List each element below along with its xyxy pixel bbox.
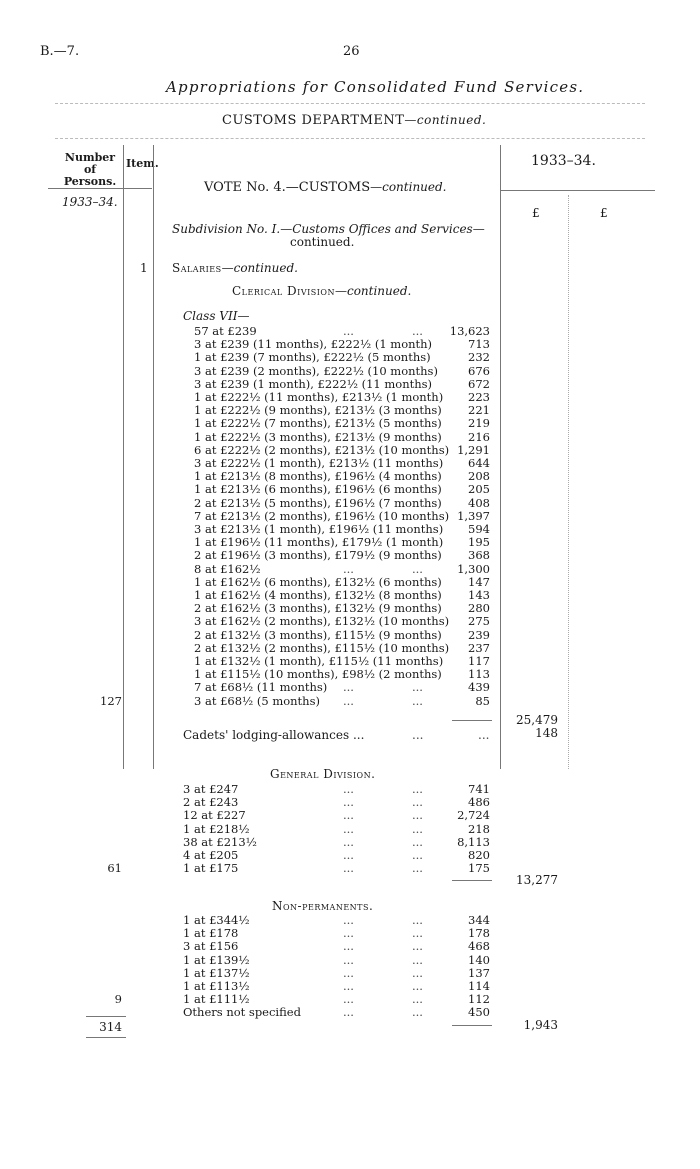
row-amount: 175	[468, 861, 490, 876]
row-description: 1 at £213½ (6 months), £196½ (6 months)	[194, 482, 442, 497]
leader-dots: ...	[343, 693, 354, 708]
row-amount: 450	[468, 1005, 490, 1020]
row-amount: 439	[468, 680, 490, 695]
row-description: 1 at £175	[183, 861, 239, 876]
row-amount: 140	[468, 952, 490, 967]
leader-dots: ...	[412, 861, 423, 876]
table-row	[0, 588, 700, 601]
leader-dots: ...	[343, 324, 354, 338]
table-row	[0, 535, 700, 548]
row-persons: 127	[100, 693, 122, 708]
row-amount: 114	[468, 979, 490, 993]
leader-dots: ...	[343, 965, 354, 980]
row-amount: 820	[468, 848, 490, 862]
table-row	[0, 939, 700, 952]
page-number: 26	[343, 44, 360, 59]
leader-dots: ...	[412, 693, 423, 708]
salaries-label: Salaries	[172, 261, 222, 275]
row-amount: 2,724	[457, 808, 490, 823]
row-description: 1 at £239 (7 months), £222½ (5 months)	[194, 350, 431, 365]
row-amount: 741	[468, 782, 490, 796]
row-description: 1 at £132½ (1 month), £115½ (11 months)	[194, 654, 444, 668]
row-amount: 117	[468, 654, 490, 668]
table-row	[0, 680, 700, 693]
row-amount: 344	[468, 913, 490, 927]
table-row	[0, 966, 700, 979]
clerical-continued: —continued.	[334, 284, 412, 298]
row-description: 1 at £222½ (11 months), £213½ (1 month)	[194, 390, 444, 404]
clerical-total: 25,479	[516, 713, 558, 727]
leader-dots: ...	[412, 728, 424, 742]
table-row	[0, 562, 700, 575]
leader-dots: ...	[343, 782, 354, 796]
clerical-heading	[232, 284, 411, 298]
total-rule	[86, 1037, 126, 1038]
table-row	[0, 614, 700, 627]
general-total: 13,277	[516, 873, 558, 887]
table-row	[0, 926, 700, 939]
table-row	[0, 835, 700, 848]
table-row	[0, 403, 700, 416]
leader-dots: ...	[412, 680, 423, 695]
row-description: 2 at £196½ (3 months), £179½ (9 months)	[194, 548, 442, 563]
page-reference: B.—7.	[40, 44, 80, 59]
cadets-amount: 148	[535, 726, 558, 740]
leader-dots: ...	[412, 926, 423, 941]
row-amount: 408	[468, 495, 490, 510]
table-row	[0, 337, 700, 350]
leader-dots: ...	[412, 952, 423, 967]
subtotal-rule	[452, 1025, 492, 1026]
leader-dots: ...	[343, 979, 354, 993]
department-name: CUSTOMS DEPARTMENT	[222, 113, 405, 128]
table-row	[0, 443, 700, 456]
row-amount: 113	[468, 667, 490, 682]
divider	[55, 138, 645, 139]
col-header-item: Item.	[126, 157, 159, 170]
row-amount: 1,397	[457, 508, 490, 523]
row-amount: 85	[475, 693, 490, 708]
row-description: 8 at £162½	[194, 561, 261, 576]
leader-dots: ...	[412, 965, 423, 980]
table-row	[0, 782, 700, 795]
row-description: 1 at £162½ (4 months), £132½ (8 months)	[194, 588, 442, 602]
row-description: 1 at £115½ (10 months), £98½ (2 months)	[194, 667, 442, 682]
row-amount: 237	[468, 640, 490, 655]
leader-dots: ...	[343, 808, 354, 823]
table-row	[0, 808, 700, 821]
table-row	[0, 377, 700, 390]
subdivision-title: Subdivision No. I.—Customs Offices and Services—	[172, 222, 485, 236]
row-amount: 147	[468, 574, 490, 589]
row-amount: 13,623	[449, 324, 490, 338]
table-row	[0, 575, 700, 588]
row-amount: 239	[468, 627, 490, 642]
row-amount: 468	[468, 939, 490, 954]
row-description: 1 at £344½	[183, 913, 250, 927]
cadets-label: Cadets' lodging-allowances ...	[183, 728, 365, 742]
row-description: 1 at £218½	[183, 821, 250, 836]
row-amount: 216	[468, 429, 490, 444]
vote-continued: —continued.	[370, 180, 447, 194]
table-row	[0, 861, 700, 874]
leader-dots: ...	[343, 939, 354, 954]
row-description: 3 at £239 (2 months), £222½ (10 months)	[194, 363, 438, 378]
leader-dots: ...	[412, 782, 423, 796]
row-description: 2 at £132½ (2 months), £115½ (10 months)	[194, 640, 450, 655]
leader-dots: ...	[412, 913, 423, 927]
leader-dots: ...	[343, 680, 354, 695]
row-description: 2 at £162½ (3 months), £132½ (9 months)	[194, 601, 442, 616]
department-continued: —continued.	[404, 113, 487, 127]
row-amount: 195	[468, 535, 490, 550]
row-amount: 713	[468, 337, 490, 352]
table-row	[0, 694, 700, 707]
row-description: 3 at £239 (11 months), £222½ (1 month)	[194, 337, 433, 352]
header-rule	[48, 188, 152, 189]
divider	[55, 103, 645, 104]
leader-dots: ...	[343, 913, 354, 927]
subdivision-continued: continued.	[290, 235, 355, 249]
row-description: 3 at £247	[183, 782, 239, 796]
table-row	[0, 654, 700, 667]
table-row	[0, 992, 700, 1005]
general-heading: General Division.	[270, 767, 376, 781]
department-title	[222, 113, 486, 128]
leader-dots: ...	[412, 324, 423, 338]
currency-symbol: £	[532, 206, 540, 220]
row-amount: 219	[468, 416, 490, 431]
row-description: 4 at £205	[183, 848, 239, 862]
leader-dots: ...	[343, 795, 354, 810]
nonpermanents-heading: Non-permanents.	[272, 899, 374, 913]
row-description: 12 at £227	[183, 808, 246, 823]
table-row	[0, 641, 700, 654]
row-description: 3 at £162½ (2 months), £132½ (10 months)	[194, 614, 450, 629]
row-amount: 178	[468, 926, 490, 941]
leader-dots: ...	[343, 1005, 354, 1020]
leader-dots: ...	[343, 834, 354, 849]
header-rule	[500, 190, 655, 191]
salaries-continued: —continued.	[221, 261, 298, 275]
table-row	[0, 913, 700, 926]
persons-year: 1933–34.	[62, 195, 118, 209]
nonpermanents-total: 1,943	[523, 1018, 558, 1032]
row-amount: 8,113	[457, 834, 490, 849]
row-amount: 218	[468, 821, 490, 836]
salaries-heading	[172, 261, 298, 275]
leader-dots: ...	[412, 821, 423, 836]
table-row	[0, 509, 700, 522]
row-description: 3 at £156	[183, 939, 239, 954]
leader-dots: ...	[412, 834, 423, 849]
table-row	[0, 390, 700, 403]
leader-dots: ...	[478, 728, 490, 742]
leader-dots: ...	[412, 808, 423, 823]
row-amount: 221	[468, 403, 490, 418]
row-description: 6 at £222½ (2 months), £213½ (10 months)	[194, 442, 450, 457]
row-description: 3 at £222½ (1 month), £213½ (11 months)	[194, 456, 444, 470]
table-row	[0, 795, 700, 808]
row-description: 1 at £139½	[183, 952, 250, 967]
leader-dots: ...	[412, 939, 423, 954]
row-amount: 208	[468, 469, 490, 484]
table-row	[0, 350, 700, 363]
row-description: 3 at £213½ (1 month), £196½ (11 months)	[194, 522, 444, 536]
row-description: 38 at £213½	[183, 834, 257, 849]
table-row	[0, 482, 700, 495]
row-amount: 1,300	[457, 561, 490, 576]
currency-symbol: £	[600, 206, 608, 220]
table-row	[0, 628, 700, 641]
leader-dots: ...	[343, 952, 354, 967]
row-amount: 1,291	[457, 442, 490, 457]
total-rule	[86, 1016, 126, 1017]
table-row	[0, 667, 700, 680]
row-amount: 232	[468, 350, 490, 365]
row-amount: 223	[468, 390, 490, 404]
table-row	[0, 522, 700, 535]
vote-name: VOTE No. 4.—CUSTOMS	[204, 180, 371, 195]
row-description: 1 at £222½ (3 months), £213½ (9 months)	[194, 429, 442, 444]
row-amount: 672	[468, 376, 490, 391]
persons-total: 314	[99, 1020, 122, 1034]
row-amount: 205	[468, 482, 490, 497]
row-persons: 61	[107, 861, 122, 876]
table-row	[0, 469, 700, 482]
table-row	[0, 979, 700, 992]
row-description: 7 at £213½ (2 months), £196½ (10 months)	[194, 508, 450, 523]
row-description: 3 at £68½ (5 months)	[194, 693, 320, 708]
table-row	[0, 848, 700, 861]
item-number: 1	[140, 261, 148, 275]
table-row	[0, 430, 700, 443]
row-amount: 137	[468, 965, 490, 980]
row-description: 1 at £162½ (6 months), £132½ (6 months)	[194, 574, 442, 589]
row-description: Others not specified	[183, 1005, 301, 1020]
row-description: 1 at £137½	[183, 965, 250, 980]
row-amount: 275	[468, 614, 490, 629]
table-row	[0, 496, 700, 509]
row-description: 3 at £239 (1 month), £222½ (11 months)	[194, 376, 433, 391]
leader-dots: ...	[343, 821, 354, 836]
row-description: 1 at £196½ (11 months), £179½ (1 month)	[194, 535, 444, 550]
class-label: Class VII—	[183, 309, 250, 323]
leader-dots: ...	[412, 848, 423, 862]
row-amount: 486	[468, 795, 490, 810]
row-description: 1 at £222½ (7 months), £213½ (5 months)	[194, 416, 442, 431]
leader-dots: ...	[412, 1005, 423, 1020]
row-description: 1 at £222½ (9 months), £213½ (3 months)	[194, 403, 442, 418]
col-header-persons: Number of Persons.	[63, 151, 117, 188]
leader-dots: ...	[412, 561, 423, 576]
row-description: 1 at £178	[183, 926, 239, 941]
leader-dots: ...	[343, 926, 354, 941]
clerical-label: Clerical Division	[232, 284, 335, 298]
row-description: 1 at £111½	[183, 992, 250, 1007]
row-amount: 676	[468, 363, 490, 378]
row-description: 2 at £213½ (5 months), £196½ (7 months)	[194, 495, 442, 510]
row-description: 2 at £132½ (3 months), £115½ (9 months)	[194, 627, 442, 642]
table-row	[0, 953, 700, 966]
vote-title	[204, 180, 447, 195]
row-amount: 143	[468, 588, 490, 602]
row-amount: 594	[468, 522, 490, 536]
page-title: Appropriations for Consolidated Fund Services.	[166, 78, 585, 96]
row-amount: 112	[468, 992, 490, 1007]
subtotal-rule	[452, 880, 492, 881]
table-row	[0, 456, 700, 469]
row-amount: 644	[468, 456, 490, 470]
row-description: 7 at £68½ (11 months)	[194, 680, 328, 695]
row-description: 1 at £213½ (8 months), £196½ (4 months)	[194, 469, 442, 484]
row-description: 2 at £243	[183, 795, 239, 810]
table-row	[0, 601, 700, 614]
leader-dots: ...	[343, 992, 354, 1007]
leader-dots: ...	[343, 848, 354, 862]
table-row	[0, 364, 700, 377]
row-description: 1 at £113½	[183, 979, 250, 993]
row-description: 57 at £239	[194, 324, 257, 338]
table-row	[0, 548, 700, 561]
row-persons: 9	[114, 992, 122, 1007]
leader-dots: ...	[412, 992, 423, 1007]
table-row	[0, 416, 700, 429]
leader-dots: ...	[412, 979, 423, 993]
leader-dots: ...	[343, 561, 354, 576]
table-row	[0, 324, 700, 337]
leader-dots: ...	[412, 795, 423, 810]
subtotal-rule	[452, 720, 492, 721]
table-row	[0, 822, 700, 835]
leader-dots: ...	[343, 861, 354, 876]
row-amount: 368	[468, 548, 490, 563]
row-amount: 280	[468, 601, 490, 616]
col-header-year: 1933–34.	[531, 153, 596, 169]
